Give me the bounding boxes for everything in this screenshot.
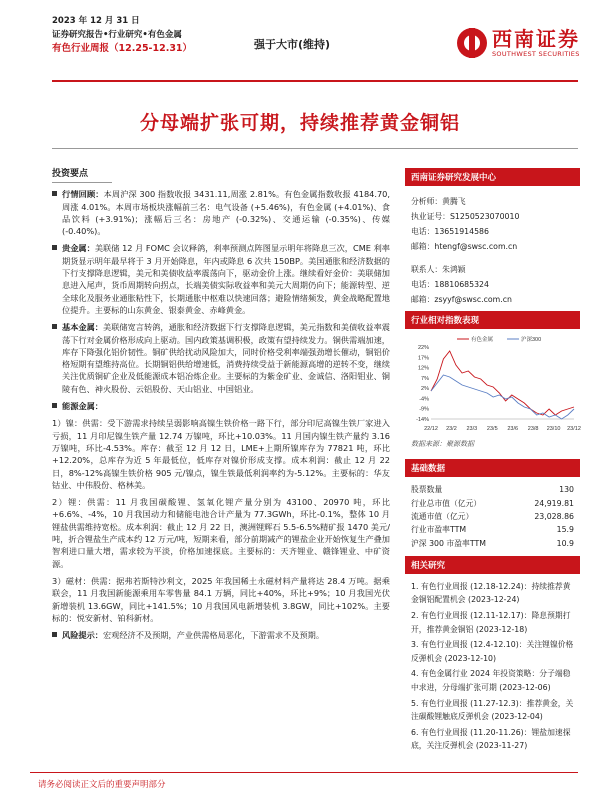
legend-label: 沪深300: [521, 337, 542, 343]
bullet-text: 本周沪深 300 指数收报 3431.11,周涨 2.81%。有色金属指数收报 4184.70,周涨 4.01%。本周市场板块涨幅前三名：电气设备 (+5.46%)，有色金属 (+4.01%)、食品饮料 (+3.91%)；涨幅后三名：房地产 (-0.32%)、交通运输 (-0.35%)、传媒 (-0.40%)。: [62, 189, 390, 237]
logo-mark-icon: [457, 28, 487, 58]
table-row: [405, 523, 580, 536]
report-meta: [52, 14, 192, 56]
series-line-0: [431, 351, 574, 415]
para-magnet: 3）磁材：供需：据弗若斯特沙利文，2025 年我国稀土永磁材料产量将达 28.4 万吨。据乘联会，11 月我国新能源乘用车零售量 84.1 万辆，同比+40%，环比+9%；10 月我国光伏新增装机 13.6GW，同比+141.5%；10 月我国风电新增装机 3.8GW，同比+102%。主要标的：悦安新材、铂科新材。: [52, 575, 390, 623]
perf-chart: [405, 329, 580, 437]
table-row: [405, 537, 580, 550]
bullet-base: [52, 321, 390, 395]
basic-data-table: [405, 483, 580, 550]
y-tick-label: -4%: [419, 396, 429, 403]
y-tick-label: 12%: [417, 365, 429, 372]
header-divider: [52, 80, 578, 82]
related-link[interactable]: 2. 有色行业周报 (12.11-12.17)：降息预期打开，推荐黄金铜铝 (2023-12-18): [411, 611, 571, 634]
legend-label: 有色金属: [471, 337, 494, 343]
table-row: [405, 510, 580, 523]
bullet-text: 宏观经济不及预期，产业供需格局恶化，下游需求不及预期。: [102, 630, 325, 641]
perf-chart-svg: [407, 333, 581, 433]
bullet-head: 能源金属：: [62, 401, 103, 412]
y-tick-label: 7%: [421, 375, 429, 382]
row-label: 沪深 300 市盈率TTM: [411, 538, 486, 548]
x-tick-label: 23/5: [486, 426, 498, 432]
report-date: 2023 年 12 月 31 日: [52, 16, 140, 26]
x-tick-label: 23/8: [527, 426, 539, 432]
table-row: [405, 483, 580, 496]
report-weekly-title: 有色行业周报（12.25-12.31）: [52, 43, 193, 54]
company-logo: [457, 28, 580, 58]
section-title: 投资要点: [52, 168, 112, 183]
contact-row: 联系人：朱鸿颖: [411, 265, 466, 274]
perf-title: 行业相对指数表现: [405, 311, 580, 329]
row-value: 23,028.86: [534, 511, 574, 521]
related-link[interactable]: 6. 有色行业周报 (11.20-11.26)：锂盐加速探底，关注反弹机会 (2023-11-27): [411, 727, 571, 751]
row-value: 10.9: [556, 538, 574, 548]
para-lithium: 2）锂：供需：11 月我国碳酸锂、氢氧化锂产量分别为 43100、20970 吨，环比+6.6%、-4%，10 月我国动力和储能电池合计产量为 77.3GWh，环比-0.1%，整体 10 月锂盐供需维持宽松。成本利润：截止 12 月 22 日，澳洲锂辉石 5.5-6.5%精矿报 1470 美元/吨，折合锂盐生产成本约 12 万元/吨，短期来看，部分前期减产的锂盐企业开始恢复生产叠加智利进口量大增，需求较为平淡，价格加速探底。主要标的：天齐锂业、赣锋锂业、中矿资源。: [52, 497, 390, 569]
related-title: 相关研究: [405, 556, 580, 574]
related-link[interactable]: 3. 有色行业周报 (12.4-12.10)：关注锂镍价格反弹机会 (2023-12-10): [411, 640, 574, 663]
related-link[interactable]: 4. 有色金属行业 2024 年投资策略：分子端稳中求进，分母端扩张可期 (2023-12-06): [411, 669, 571, 693]
y-tick-label: 17%: [417, 355, 429, 362]
analyst-row: 电话：13651914586: [411, 227, 489, 236]
footer-divider: [30, 772, 578, 773]
basic-title: 基础数据: [405, 459, 580, 477]
row-value: 24,919.81: [534, 498, 574, 508]
related-link[interactable]: 5. 有色行业周报 (11.27-12.3)：推荐黄金，关注碳酸锂触底反弹机会 (2023-12-04): [411, 698, 574, 722]
x-tick-label: 23/6: [507, 426, 519, 432]
row-label: 行业市盈率TTM: [411, 525, 467, 535]
table-row: [405, 496, 580, 509]
x-tick-label: 22/12: [424, 426, 438, 432]
bullet-head: 贵金属：: [62, 243, 95, 254]
x-tick-label: 23/2: [446, 426, 457, 432]
bullet-precious: [52, 242, 390, 316]
bullet-head: 行情回顾：: [62, 189, 104, 200]
row-value: 130: [559, 485, 574, 495]
sidebar: [405, 168, 580, 755]
analyst-row: 分析师：黄腾飞: [411, 197, 466, 206]
bullet-review: [52, 188, 390, 237]
x-tick-label: 23/10: [546, 426, 561, 432]
row-label: 行业总市值（亿元）: [411, 498, 482, 508]
bullet-head: 风险提示：: [62, 630, 103, 641]
logo-en: SOUTHWEST SECURITIES: [492, 50, 580, 58]
bullet-text: 美联储 12 月 FOMC 会议释鸽，利率预测点阵图显示明年将降息三次，CME 利率期货显示明年最早将于 3 月开始降息，年内或降息 6 次共 150BP。美国通胀和经济数据的下行支撑降息逻辑，美元和美债收益率震荡向下，驱动金价上涨。继续看好金价：美联储加息进入尾声，货币周期转向拐点，长端美债实际收益率和美元大周期仍向下；能源转型、逆全球化及服务业通胀粘性下，长期通胀中枢难以快速回落；避险情绪频发，黄金战略配置地位提升。主要标的山东黄金、银泰黄金、赤峰黄金。: [62, 243, 390, 315]
related-list: [405, 574, 580, 753]
page-title: 分母端扩张可期，持续推荐黄金铜铝: [139, 112, 460, 134]
bullet-head: 基本金属：: [62, 322, 103, 333]
report-category: 证券研究报告•行业研究•有色金属: [52, 30, 182, 40]
analyst-info: [405, 186, 580, 311]
y-tick-label: -9%: [419, 406, 429, 413]
bullet-energy: [52, 400, 390, 412]
main-content: [52, 168, 390, 646]
row-value: 15.9: [556, 525, 574, 535]
row-label: 股票数量: [411, 485, 443, 495]
y-tick-label: -14%: [416, 417, 429, 423]
chart-source: 数据来源：聚源数据: [411, 440, 474, 448]
rating: 强于大市(维持): [254, 38, 331, 51]
x-tick-label: 23/12: [567, 426, 581, 432]
related-link[interactable]: 1. 有色行业周报 (12.18-12.24)：持续推荐黄金铜铝配置机会 (2023-12-24): [411, 581, 571, 605]
center-title: 西南证券研究发展中心: [405, 168, 580, 186]
para-nickel: 1）镍：供需：受下游需求持续呈弱影响高镍生铁价格一路下行，部分印尼高镍生铁厂家进入亏损，11 月印尼镍生铁产量 12.74 万镍吨，环比+10.03%。11 月国内镍生铁产量约 3.16 万镍吨，环比-4.53%。库存：截至 12 月 12 日，LME+上期所镍库存为 77821 吨，环比+12.20%，总库存为近 5 年最低位，低库存对镍价形成支撑。成本利润：截止 12 月 22 日，8%-12%高镍生铁价格 905 元/镍点，镍生铁最低利润率约为-5.12%。主要标的：华友钴业、中伟股份、格林美。: [52, 418, 390, 490]
logo-cn: 西南证券: [492, 27, 580, 51]
bullet-risk: [52, 629, 390, 641]
bullet-text: 美联储宽言转鸽，通胀和经济数据下行支撑降息逻辑，美元指数和美债收益率震荡下行对金属价格形成向上驱动。国内政策基调积极，政策有望持续发力。铜供需端加速，库存下降强化铝价韧性。铜矿供给扰动风险加大，同时价格受利率端强劲增长催动，铜铝价格短期有望维持高位。长期铜铝供给增速低，消费持续受益于新能源高增的逆转不变，继续关注优质铜矿企业及低能源成本铝冶炼企业。主要标的为紫金矿业、金诚信、洛阳钼业、铜陵有色、神火股份、云铝股份、天山铝业、中国铝业。: [62, 322, 390, 394]
contact-row: 邮箱：zsyyf@swsc.com.cn: [411, 295, 512, 304]
analyst-row: 邮箱：htengf@swsc.com.cn: [411, 242, 518, 251]
x-tick-label: 23/3: [466, 426, 478, 432]
footer-disclaimer: 请务必阅读正文后的重要声明部分: [38, 780, 166, 790]
y-tick-label: 2%: [421, 386, 429, 393]
y-tick-label: 22%: [417, 345, 429, 351]
contact-row: 电话：18810685324: [411, 280, 489, 289]
title-divider: [52, 148, 578, 149]
row-label: 流通市值（亿元）: [411, 511, 474, 521]
analyst-row: 执业证号：S1250523070010: [411, 212, 520, 221]
